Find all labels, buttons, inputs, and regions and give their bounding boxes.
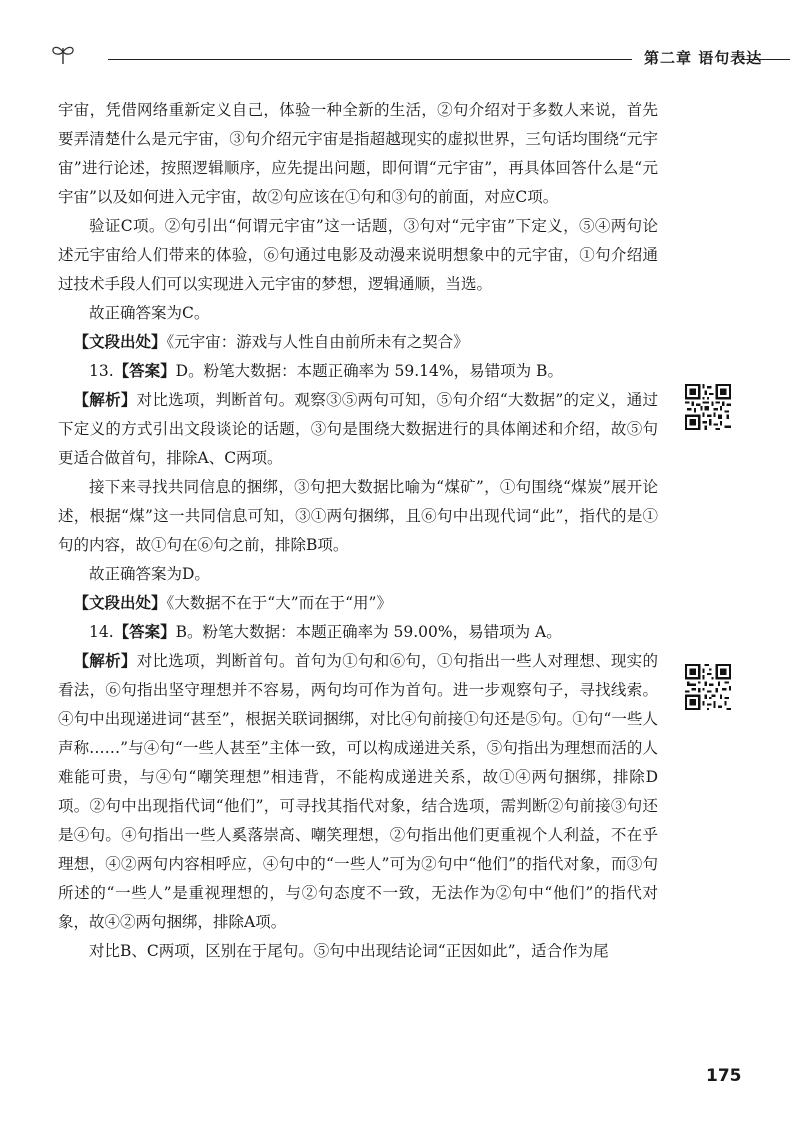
paragraph: 验证C项。②句引出“何谓元宇宙”这一话题，③句对“元宇宙”下定义，⑤④两句论述元宇宙给人们带来的体验，⑥句通过电影及动漫来说明想象中的元宇宙，①句介绍通过技术手段人们可以实现进入元宇宙的梦想，逻辑通顺，当选。 xyxy=(58,217,658,293)
page-number: 175 xyxy=(706,1066,742,1086)
answer-line: 14.【答案】B。粉笔大数据：本题正确率为 59.00%，易错项为 A。 xyxy=(89,623,562,641)
running-header xyxy=(50,40,762,70)
paragraph: 故正确答案为D。 xyxy=(89,565,210,583)
paragraph: 接下来寻找共同信息的捆绑，③句把大数据比喻为“煤矿”，①句围绕“煤炭”展开论述，根据“煤”这一共同信息可知，③①两句捆绑，且⑥句中出现代词“此”，指代的是①句的内容，故①句在⑥句之前，排除B项。 xyxy=(58,478,658,554)
leaf-icon xyxy=(50,42,76,66)
qr-code-icon[interactable] xyxy=(685,384,731,430)
analysis-paragraph: 【解析】对比选项，判断首句。首句为①句和⑥句，①句指出一些人对理想、现实的看法，⑥句指出坚守理想并不容易，两句均可作为首句。进一步观察句子，寻找线索。④句中出现递进词“甚至”，根据关联词捆绑，对比④句前接①句还是⑤句。①句“一些人声称……”与④句“一些人甚至”主体一致，可以构成递进关系，⑤句指出为理想而活的人难能可贵，与④句“嘲笑理想”相违背，不能构成递进关系，故①④两句捆绑，排除D项。②句中出现指代词“他们”，可寻找其指代对象，结合选项，需判断②句前接③句还是④句。④句指出一些人奚落崇高、嘲笑理想，②句指出他们更重视个人利益，不在乎理想，④②两句内容相呼应，④句中的“一些人”可为②句中“他们”的指代对象，而③句所述的“一些人”是重视理想的，与②句态度不一致，无法作为②句中“他们”的指代对象，故④②两句捆绑，排除A项。 xyxy=(58,652,658,931)
header-rule-left xyxy=(108,59,632,60)
paragraph: 故正确答案为C。 xyxy=(89,304,210,322)
source-line: 【文段出处】《元宇宙：游戏与人性自由前所未有之契合》 xyxy=(73,333,469,351)
paragraph: 对比B、C两项，区别在于尾句。⑤句中出现结论词“正因如此”，适合作为尾 xyxy=(89,942,609,960)
answer-line: 13.【答案】D。粉笔大数据：本题正确率为 59.14%，易错项为 B。 xyxy=(89,362,563,380)
qr-code-icon[interactable] xyxy=(685,664,731,710)
header-rule-right xyxy=(742,59,790,60)
page-body xyxy=(58,96,658,966)
source-line: 【文段出处】《大数据不在于“大”而在于“用”》 xyxy=(73,594,392,612)
analysis-paragraph: 【解析】对比选项，判断首句。观察③⑤两句可知，⑤句介绍“大数据”的定义，通过下定义的方式引出文段谈论的话题，③句是围绕大数据进行的具体阐述和介绍，故⑤句更适合做首句，排除A、C两项。 xyxy=(58,391,658,467)
chapter-title: 第二章 语句表达 xyxy=(644,49,763,67)
paragraph: 宇宙，凭借网络重新定义自己，体验一种全新的生活，②句介绍对于多数人来说，首先要弄清楚什么是元宇宙，③句介绍元宇宙是指超越现实的虚拟世界，三句话均围绕“元宇宙”进行论述，按照逻辑顺序，应先提出问题，即何谓“元宇宙”，再具体回答什么是“元宇宙”以及如何进入元宇宙，故②句应该在①句和③句的前面，对应C项。 xyxy=(58,101,658,206)
